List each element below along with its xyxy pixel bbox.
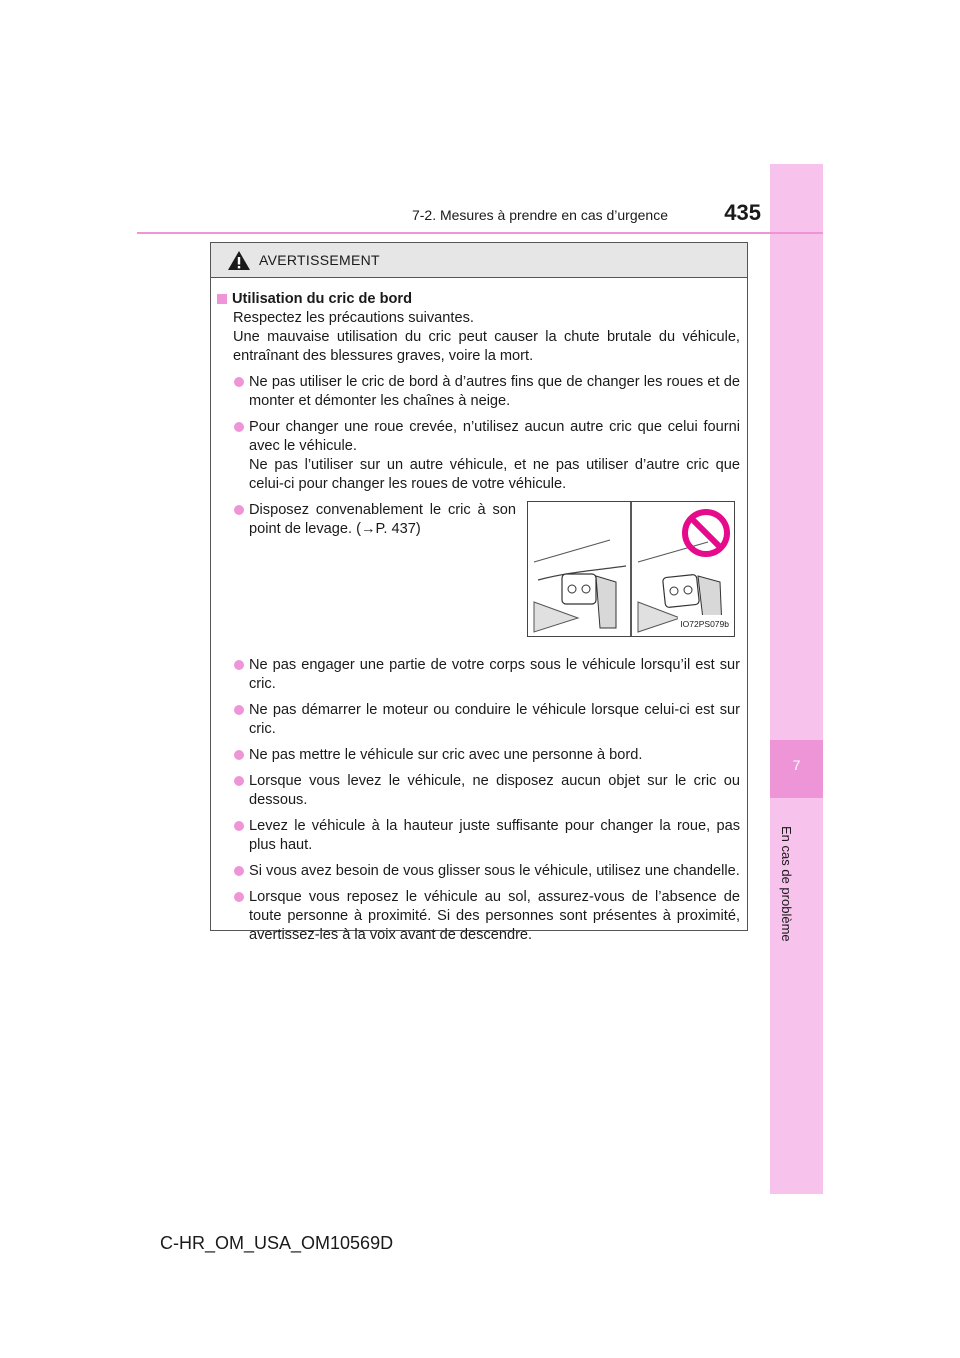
prohibited-icon: [685, 512, 727, 554]
list-item: [233, 746, 740, 765]
list-item: [233, 701, 740, 739]
intro-line: Une mauvaise utilisation du cric peut causer la chute brutale du véhicule, entraînant des blessures graves, voire la mort.: [233, 329, 740, 364]
warning-subheading: [215, 290, 740, 309]
list-item: [233, 656, 740, 694]
warning-header: [211, 243, 747, 278]
item-text: Ne pas l’utiliser sur un autre véhicule, et ne pas utiliser d’autre cric que celui-ci pour changer les roues de votre véhicule.: [249, 457, 740, 492]
warning-box: [210, 242, 748, 943]
warning-body: [211, 278, 747, 945]
bullet-icon: [234, 705, 244, 715]
page-number: 435: [724, 200, 761, 225]
item-text: Pour changer une roue crevée, n’utilisez aucun autre cric que celui fourni avec le véhicule.: [249, 419, 740, 454]
intro-text: [233, 309, 740, 366]
list-item: [233, 373, 740, 411]
item-text: Disposez convenablement le cric à son point de levage. (→P. 437): [249, 502, 516, 537]
chapter-title: En cas de problème: [779, 826, 794, 942]
subheading-text: Utilisation du cric de bord: [232, 291, 413, 307]
bullet-icon: [234, 892, 244, 902]
jack-illustration: [527, 501, 735, 637]
header-rule: [137, 232, 823, 234]
bullet-icon: [234, 750, 244, 760]
section-title: 7-2. Mesures à prendre en cas d’urgence: [411, 207, 668, 223]
warning-triangle-icon: [227, 250, 251, 271]
item-text: Levez le véhicule à la hauteur juste suffisante pour changer la roue, pas plus haut.: [249, 818, 740, 853]
list-item: [233, 418, 740, 494]
item-text: Ne pas mettre le véhicule sur cric avec une personne à bord.: [249, 747, 643, 763]
item-text: Ne pas utiliser le cric de bord à d’autres fins que de changer les roues et de monter et démonter les chaînes à neige.: [249, 374, 740, 409]
item-text: Ne pas démarrer le moteur ou conduire le véhicule lorsque celui-ci est sur cric.: [249, 702, 740, 737]
list-item: [233, 772, 740, 810]
list-item: [233, 862, 740, 881]
chapter-sidebar: [770, 164, 823, 1194]
intro-line: Respectez les précautions suivantes.: [233, 310, 474, 326]
list-item: [233, 817, 740, 855]
bullet-icon: [234, 821, 244, 831]
figure-code: IO72PS079b: [678, 615, 731, 634]
warning-title: AVERTISSEMENT: [259, 252, 380, 268]
bullet-icon: [234, 776, 244, 786]
list-item: [233, 501, 516, 539]
bullet-icon: [234, 377, 244, 387]
figure-row: [215, 501, 740, 649]
item-text: Lorsque vous reposez le véhicule au sol, assurez-vous de l’absence de toute personne à proximité. Si des personnes sont présentes à proximité, avertissez-les à la voix avant de descendre.: [249, 889, 740, 943]
square-bullet-icon: [217, 294, 227, 304]
item-text: Ne pas engager une partie de votre corps sous le véhicule lorsqu’il est sur cric.: [249, 657, 740, 692]
bullet-icon: [234, 660, 244, 670]
item-text: Lorsque vous levez le véhicule, ne disposez aucun objet sur le cric ou dessous.: [249, 773, 740, 808]
chapter-number: 7: [792, 757, 801, 773]
bullet-icon: [234, 866, 244, 876]
bullet-icon: [234, 505, 244, 515]
bullet-icon: [234, 422, 244, 432]
list-item: [233, 888, 740, 945]
document-code: C-HR_OM_USA_OM10569D: [160, 1233, 394, 1253]
item-text: Si vous avez besoin de vous glisser sous le véhicule, utilisez une chandelle.: [249, 863, 740, 879]
